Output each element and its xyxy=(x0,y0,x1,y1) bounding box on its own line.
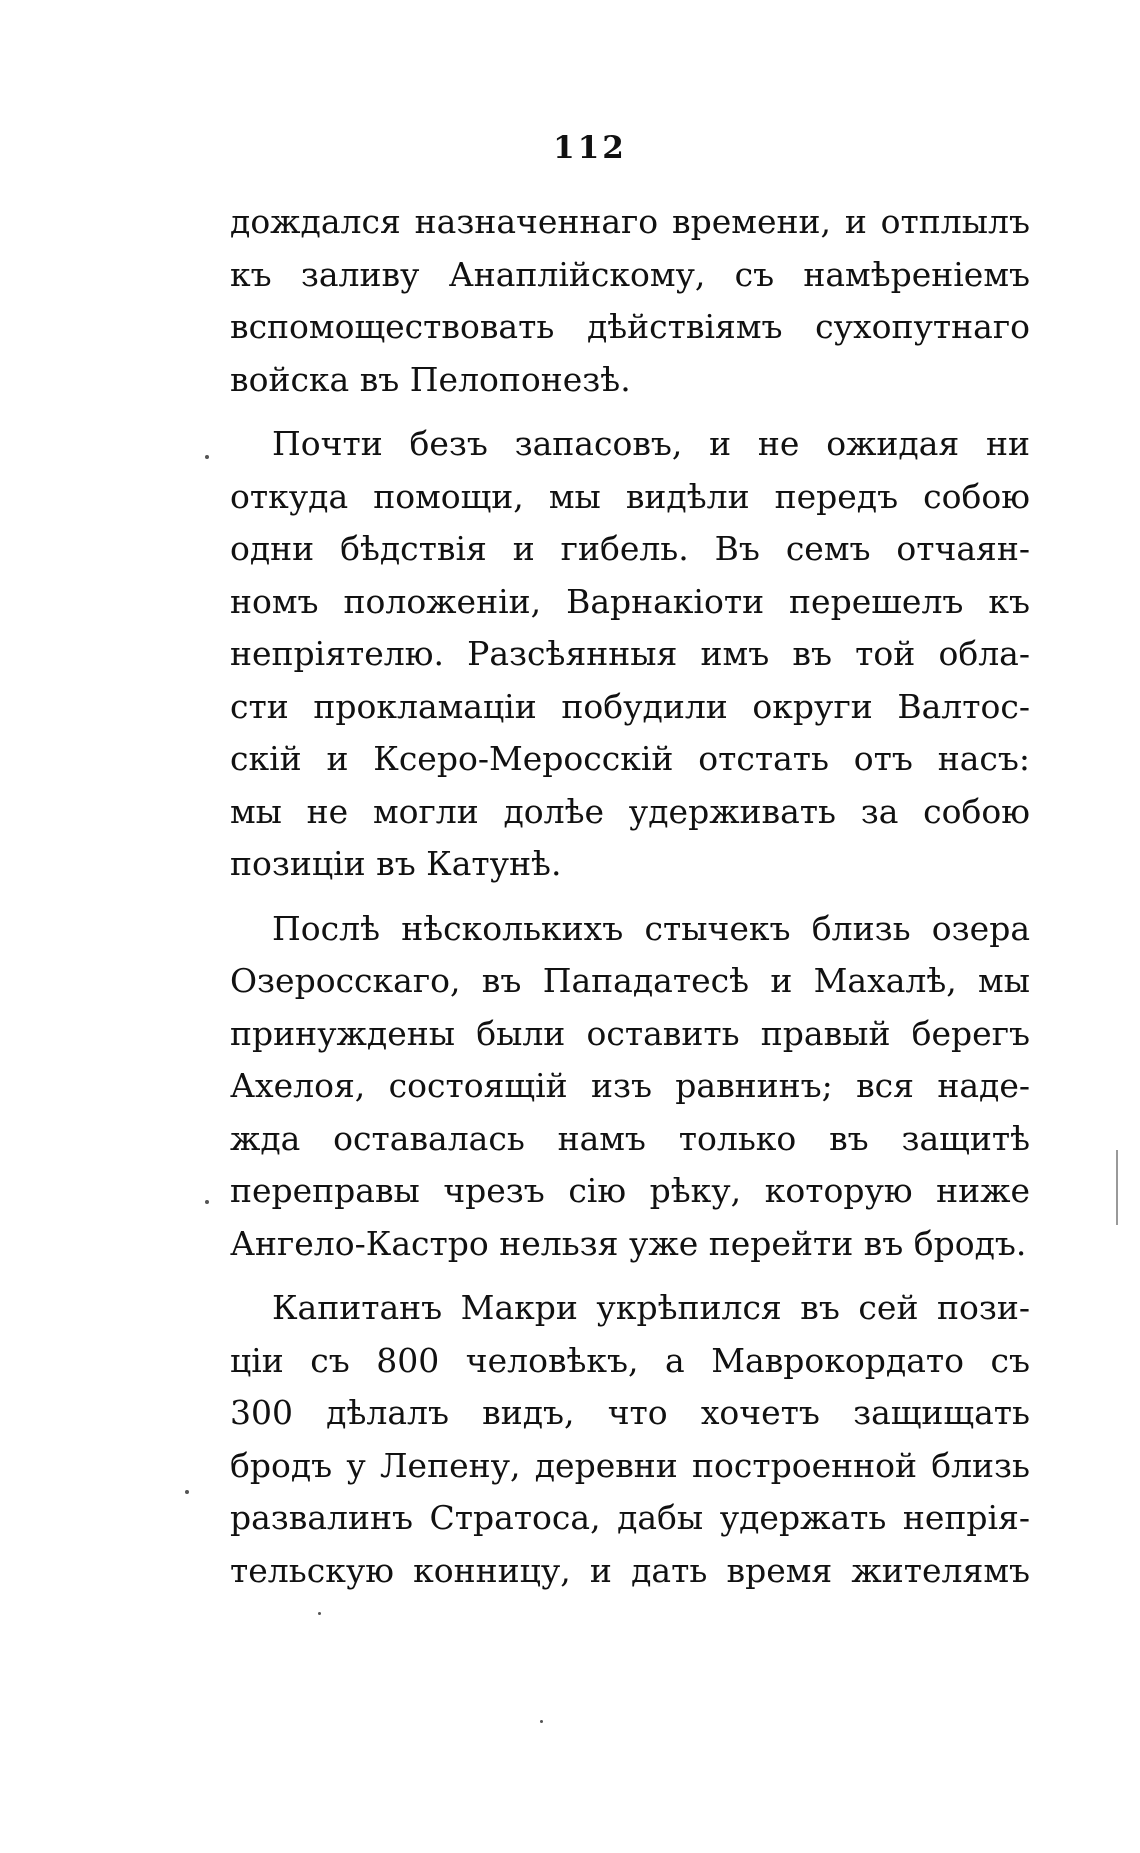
text-line: Ангело-Кастро нельзя уже перейти въ бродъ. xyxy=(230,1223,1027,1263)
text-line: развалинъ Стратоса, дабы удержать непрія- xyxy=(230,1498,1030,1537)
text-line: къ заливу Анаплійскому, съ намѣреніемъ xyxy=(230,254,1030,294)
paragraph-2 xyxy=(230,418,1030,891)
scan-speck xyxy=(185,1490,189,1494)
text-line: переправы чрезъ сію рѣку, которую ниже xyxy=(230,1171,1030,1210)
text-line: Послѣ нѣсколькихъ стычекъ близь озера xyxy=(272,908,1030,948)
text-line: Озеросскаго, въ Пападатесѣ и Махалѣ, мы xyxy=(230,961,1030,1000)
text-line: скій и Ксеро-Меросскій отстать отъ насъ: xyxy=(230,739,1030,778)
body-text xyxy=(230,196,1030,1609)
scan-speck xyxy=(1116,1150,1118,1225)
text-line: откуда помощи, мы видѣли передъ собою xyxy=(230,476,1030,516)
text-line: принуждены были оставить правый берегъ xyxy=(230,1013,1030,1053)
page-number: 112 xyxy=(553,130,627,166)
text-line: позиціи въ Катунѣ. xyxy=(230,844,562,883)
text-line: номъ положеніи, Варнакіоти перешелъ къ xyxy=(230,581,1030,621)
text-line: дождался назначеннаго времени, и отплылъ xyxy=(230,202,1030,241)
scan-speck xyxy=(205,1200,209,1204)
text-line: вспомоществовать дѣйствіямъ сухопутнаго xyxy=(230,307,1030,346)
text-line: бродъ у Лепену, деревни построенной близь xyxy=(230,1445,1030,1485)
text-line: одни бѣдствія и гибель. Въ семъ отчаян- xyxy=(230,529,1030,568)
text-line: войска въ Пелопонезѣ. xyxy=(230,359,631,399)
text-line: Почти безъ запасовъ, и не ожидая ни xyxy=(272,424,1030,463)
text-line: 300 дѣлалъ видъ, что хочетъ защищать xyxy=(230,1393,1030,1432)
paragraph-1 xyxy=(230,196,1030,406)
paragraph-3 xyxy=(230,903,1030,1271)
text-line: Капитанъ Макри укрѣпился въ сей пози- xyxy=(272,1288,1030,1327)
paragraph-4 xyxy=(230,1282,1030,1597)
text-line: тельскую конницу, и дать время жителямъ xyxy=(230,1550,1030,1590)
text-line: жда оставалась намъ только въ защитѣ xyxy=(230,1118,1030,1158)
text-line: мы не могли долѣе удерживать за собою xyxy=(230,791,1030,831)
text-line: сти прокламаціи побудили округи Валтос- xyxy=(230,686,1030,726)
scan-speck xyxy=(318,1612,321,1615)
scan-speck xyxy=(205,455,209,459)
text-line: Ахелоя, состоящій изъ равнинъ; вся наде- xyxy=(230,1066,1030,1105)
text-line: ціи съ 800 человѣкъ, а Маврокордато съ xyxy=(230,1340,1030,1380)
scan-speck xyxy=(540,1720,543,1723)
text-line: непріятелю. Разсѣянныя имъ въ той обла- xyxy=(230,634,1030,673)
